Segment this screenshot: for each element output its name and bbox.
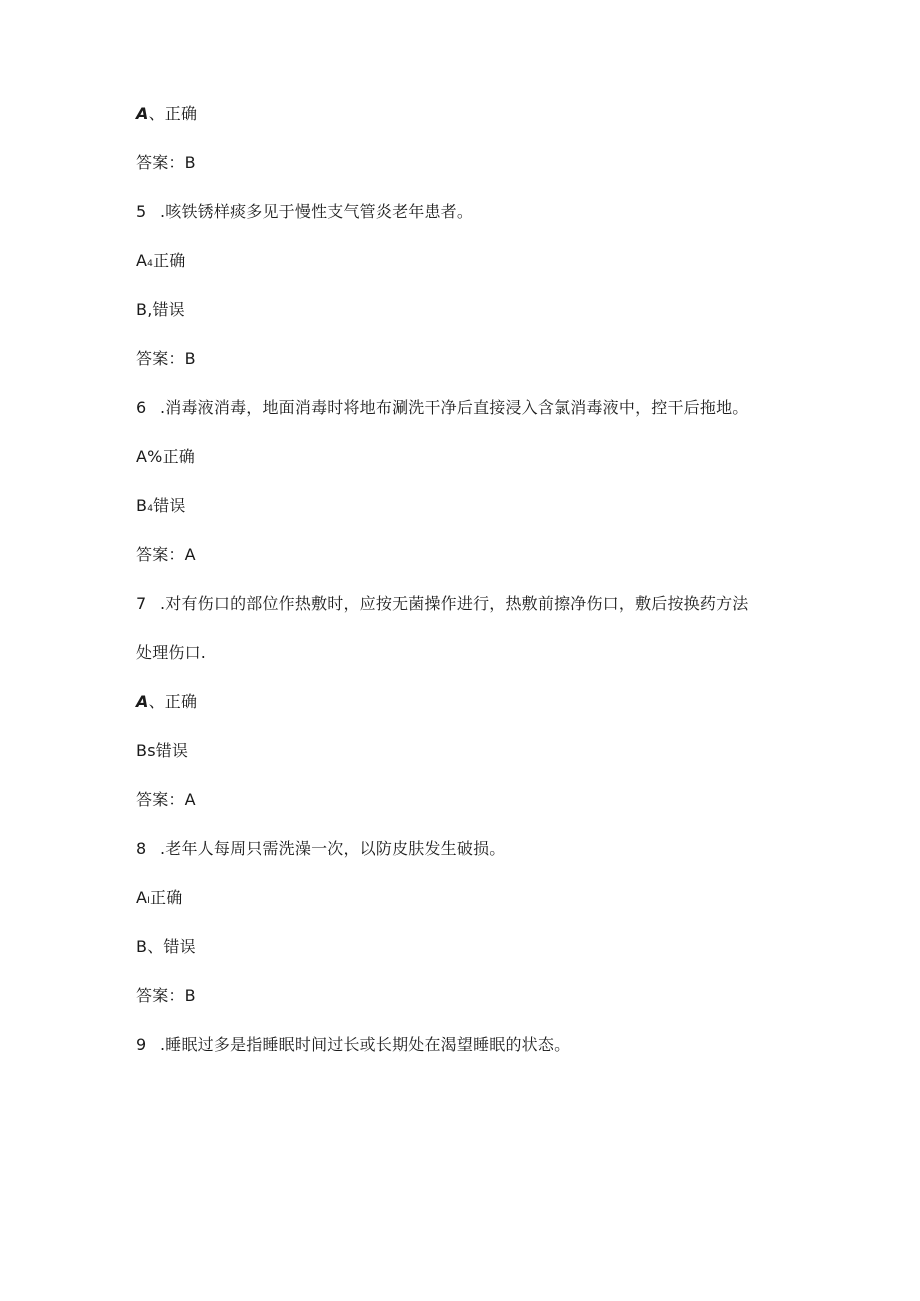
question-continuation: 处理伤口.	[136, 643, 207, 662]
question-number: 5	[136, 202, 147, 221]
option-prefix: A	[136, 888, 148, 907]
option-text: 错误	[163, 937, 196, 956]
answer-line: 答案：A	[136, 545, 196, 564]
question-line	[136, 839, 506, 859]
question-line	[136, 398, 749, 418]
option-separator: 、	[148, 692, 165, 711]
option-prefix: A	[136, 104, 149, 123]
answer-line: 答案：B	[136, 349, 196, 368]
option-a-line	[136, 692, 197, 712]
question-number: 9	[136, 1035, 147, 1054]
option-text: 正确	[162, 447, 195, 466]
option-prefix: B	[136, 741, 148, 760]
question-number: 8	[136, 839, 147, 858]
question-line	[136, 1035, 570, 1055]
question-text: .睡眠过多是指睡眠时间过长或长期处在渴望睡眠的状态。	[160, 1035, 571, 1054]
option-a-line	[136, 104, 197, 124]
question-number: 6	[136, 398, 147, 417]
option-a-line	[136, 447, 195, 467]
option-separator: I	[147, 896, 151, 906]
option-separator: ,	[147, 300, 153, 319]
option-prefix: B	[136, 496, 148, 515]
answer-line: 答案：A	[136, 790, 196, 809]
option-separator: 、	[147, 937, 164, 956]
option-b-line	[136, 937, 196, 957]
option-text: 正确	[164, 692, 198, 711]
option-b-line	[136, 741, 188, 761]
option-text: 正确	[150, 888, 183, 907]
question-line	[136, 594, 749, 614]
option-separator: 、	[148, 104, 165, 123]
question-text: .老年人每周只需洗澡一次，以防皮肤发生破损。	[160, 839, 506, 858]
option-text: 错误	[153, 496, 186, 515]
option-prefix: A	[136, 692, 149, 711]
option-a-line	[136, 251, 186, 274]
option-separator: 4	[147, 259, 154, 269]
question-text: .对有伤口的部位作热敷时，应按无菌操作进行，热敷前擦净伤口，敷后按换药方法	[160, 594, 749, 613]
option-prefix: B	[136, 937, 148, 956]
option-text: 正确	[164, 104, 198, 123]
answer-line: 答案：B	[136, 986, 196, 1005]
option-b-line	[136, 300, 185, 320]
question-line	[136, 202, 473, 222]
answer-line: 答案：B	[136, 153, 196, 172]
option-text: 错误	[152, 300, 185, 319]
option-a-line	[136, 888, 182, 911]
option-prefix: A	[136, 447, 148, 466]
option-text: 正确	[153, 251, 186, 270]
option-prefix: B	[136, 300, 148, 319]
option-prefix: A	[136, 251, 148, 270]
option-text: 错误	[155, 741, 189, 760]
question-number: 7	[136, 594, 147, 613]
option-separator: %	[147, 447, 163, 466]
question-text: .消毒液消毒，地面消毒时将地布涮洗干净后直接浸入含氯消毒液中，控干后拖地。	[160, 398, 749, 417]
option-separator: 4	[147, 504, 154, 514]
option-separator: s	[147, 741, 156, 760]
option-b-line	[136, 496, 186, 519]
question-text: .咳铁锈样痰多见于慢性支气管炎老年患者。	[160, 202, 474, 221]
